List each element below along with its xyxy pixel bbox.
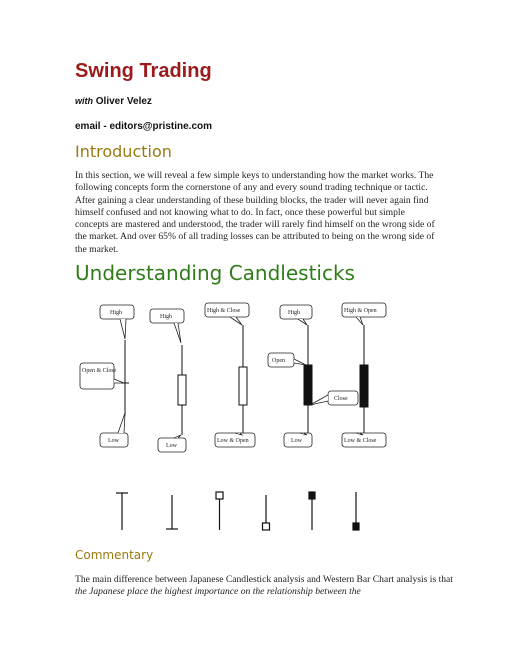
label-box-open-close [80,363,114,389]
callout-pointer-high-2 [174,323,181,343]
callout-pointer-low-1 [118,413,125,433]
callout-pointer-high-1 [120,319,126,339]
label-high-1: High [110,310,122,316]
email-line: email - editors@pristine.com [75,121,213,132]
label-high-open: High & Open [344,308,377,314]
candlesticks-heading: Understanding Candlesticks [75,261,355,285]
commentary-paragraph [75,574,455,599]
mini-candle-6-body [353,523,359,530]
byline-prefix: with [75,96,93,106]
callout-pointer-close-4 [310,395,328,405]
commentary-text-italic: the Japanese place the highest importance on the relationship between the [75,586,361,598]
label-high-4: High [288,310,300,316]
label-high-close: High & Close [207,308,241,314]
candle-4-body [304,365,312,405]
mini-candle-3-body [216,492,223,499]
byline-author: Oliver Velez [95,96,152,107]
byline [75,96,152,107]
document-title: Swing Trading [75,60,212,82]
candle-5-body [360,365,368,407]
mini-candle-4-body [263,523,270,530]
label-low-2: Low [166,443,177,449]
candle-2-body [178,375,186,405]
callout-pointer-high-4 [298,319,307,325]
label-open-4: Open [272,358,285,364]
callout-pointer-open-close [114,379,124,383]
label-low-open: Low & Open [217,438,249,444]
label-open-close: Open & Close [82,368,117,374]
candle-3-body [239,367,247,405]
callout-pointer-high-open [356,317,363,325]
mini-candle-5-body [309,492,315,499]
intro-paragraph: In this section, we will reveal a few simple keys to understanding how the market works. The following concepts form the cornerstone of any and every sound trading technique or tactic. After gaining a clear understanding of these building blocks, the trader will never again find himself confused and not knowing what to do. In fact, once these powerful but simple concepts are mastered and understood, the trader will rarely find himself on the wrong side of the market. And over 65% of all trading losses can be attributed to being on the wrong side of the market. [75,170,435,255]
callout-pointer-low-2 [174,435,181,438]
commentary-text-start: The main difference between Japanese Candlestick analysis and Western Bar Chart analysis is that [75,574,453,585]
callout-pointer-high-close [230,317,242,325]
label-low-1: Low [108,438,119,444]
callout-pointer-open-4 [294,359,306,365]
label-low-4: Low [291,438,302,444]
label-high-2: High [160,314,172,320]
candlestick-diagram [70,295,390,540]
label-low-close: Low & Close [344,438,377,444]
commentary-heading: Commentary [75,548,154,562]
label-close-4: Close [334,396,348,402]
intro-heading: Introduction [75,142,172,161]
